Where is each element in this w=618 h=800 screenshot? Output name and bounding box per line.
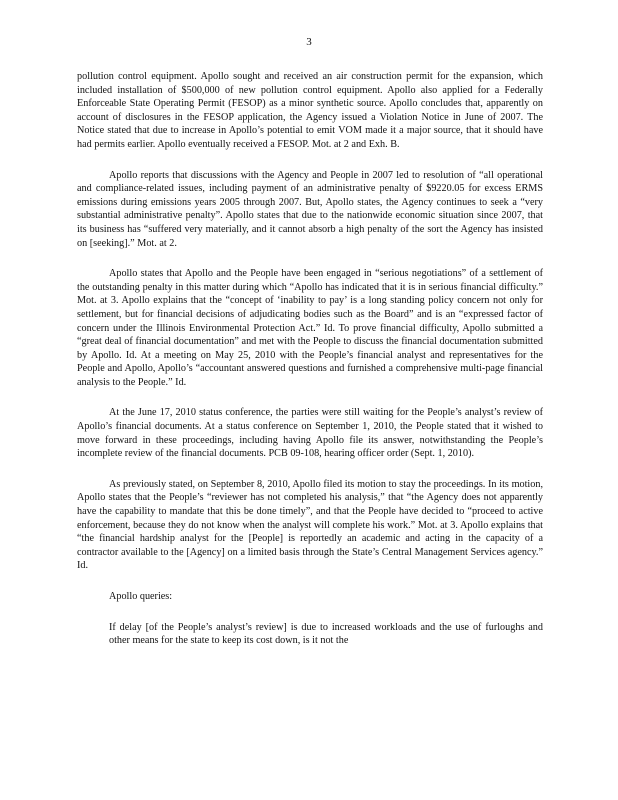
document-body [77,70,543,648]
paragraph: At the June 17, 2010 status conference, the parties were still waiting for the People’s analyst’s review of Apollo’s financial documents. At a status conference on September 1, 2010, the People stated that it wished to move forward in these proceedings, including having Apollo file its answer, notwithstanding the People’s incomplete review of the financial documents. PCB 09-108, hearing officer order (Sept. 1, 2010). [77,407,543,460]
paragraph: Apollo queries: [109,591,173,602]
paragraph: Apollo states that Apollo and the People have been engaged in “serious negotiations” of a settlement of the outstanding penalty in this matter during which “Apollo has indicated that it is in serious financial difficulty.” Mot. at 3. Apollo explains that the “concept of ‘inability to pay’ is a long standing policy concern not only for settlement, but for financial decisions of adjudicating bodies such as the Board” and is an “expressed factor of concern under the Illinois Environmental Protection Act.” Id. To prove financial difficulty, Apollo submitted a “great deal of financial documentation” and met with the People to discuss the financial documentation submitted by Apollo. Id. At a meeting on May 25, 2010 with the People’s financial analyst and representatives for the People and Apollo, Apollo’s “accountant answered questions and furnished a comprehensive multi-page financial analysis to the People.” Id. [77,268,543,388]
paragraph: As previously stated, on September 8, 2010, Apollo filed its motion to stay the proceedings. In its motion, Apollo states that the People’s “reviewer has not completed his analysis,” that “the Agency does not apparently have the capability to mandate that this be done timely”, and that the People have decided to “proceed to active enforcement, because they do not know when the analyst will complete his work.” Mot. at 3. Apollo explains that “the financial hardship analyst for the [People] is reportedly an academic and acting in the capacity of a contractor available to the [Agency] on a limited basis through the State’s Central Management Services agency.” Id. [77,478,543,572]
block-quote: If delay [of the People’s analyst’s review] is due to increased workloads and the use of furloughs and other means for the state to keep its cost down, is it not the [109,621,543,647]
paragraph: pollution control equipment. Apollo sought and received an air construction permit for the expansion, which included installation of $500,000 of new pollution control equipment. Apollo also applied for a Federally Enforceable State Operating Permit (FESOP) as a minor synthetic source. Apollo concludes that, apparently on account of disclosures in the FESOP application, the Agency issued a Violation Notice in June of 2007. The Notice stated that due to increase in Apollo’s potential to emit VOM made it a major source, that it should have had permits earlier. Apollo eventually received a FESOP. Mot. at 2 and Exh. B. [77,71,543,150]
page-number: 3 [306,36,312,48]
paragraph: Apollo reports that discussions with the Agency and People in 2007 led to resolution of “all operational and compliance-related issues, including payment of an administrative penalty of $9220.05 for excess ERMS emissions during emissions years 2005 through 2007. But, Apollo states, the Agency continues to seek a “very substantial administrative penalty”. Apollo states that due to the nationwide economic situation since 2007, that its business has “suffered very materially, and it cannot absorb a high penalty of the sort the Agency has insisted on [seeking].” Mot. at 2. [77,169,543,249]
